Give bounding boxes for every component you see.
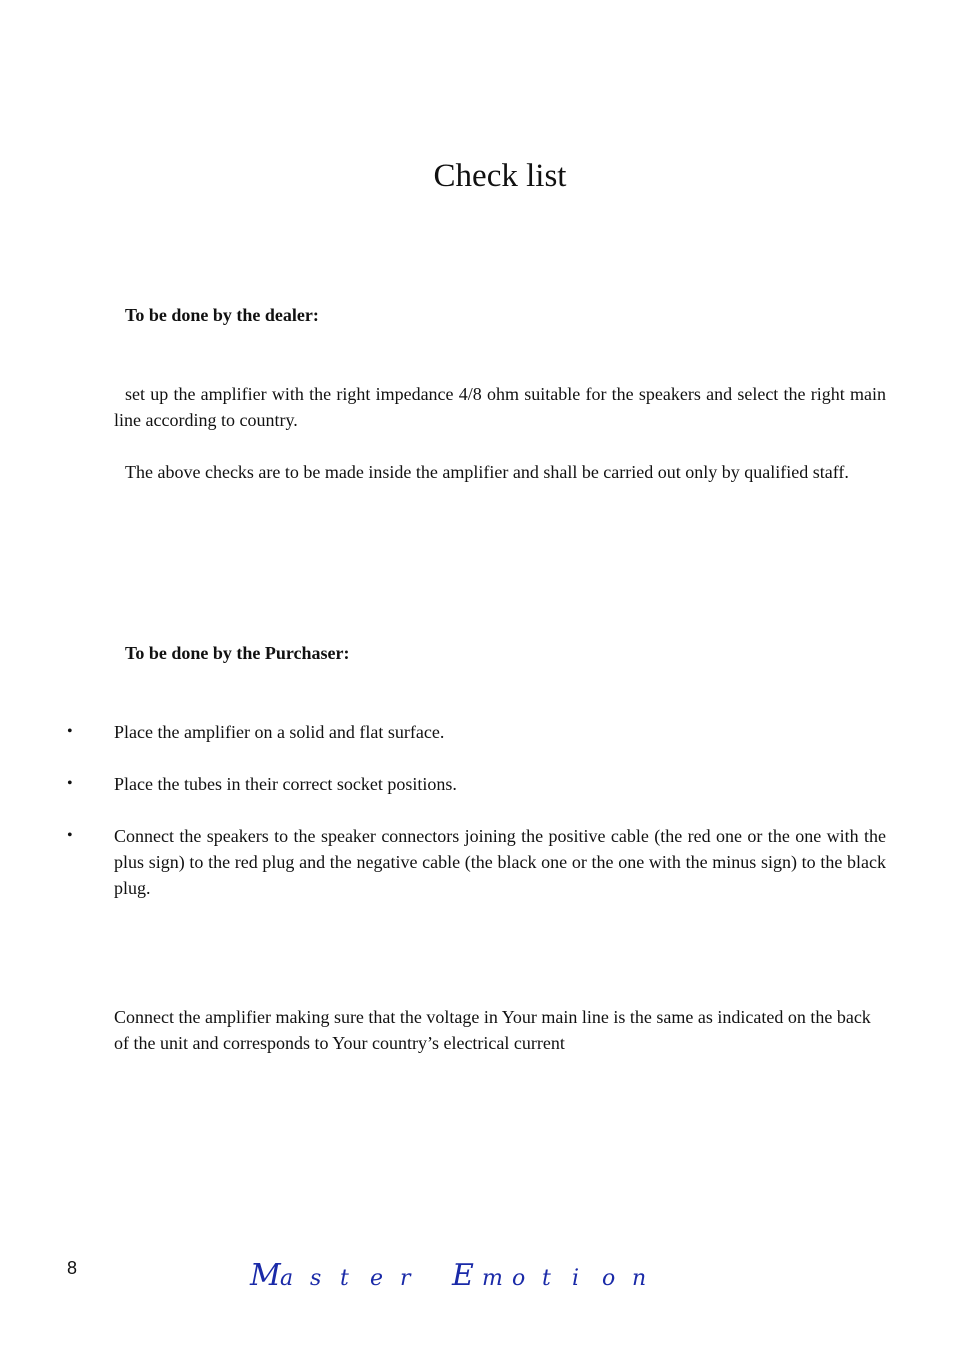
closing-paragraph: Connect the amplifier making sure that the voltage in Your main line is the same as indicated on the back of the unit and corresponds to Your country’s electrical current [114, 1007, 871, 1053]
list-item-text: Connect the speakers to the speaker connectors joining the positive cable (the red one or the one with the plus sign) to the red plug and the negative cable (the black one or the one with the minus sign) to the black plug. [114, 826, 886, 898]
page-title: Check list [433, 158, 567, 194]
logo-letter: M [250, 1258, 281, 1293]
page-number: 8 [67, 1258, 78, 1278]
logo-letter: r [400, 1266, 411, 1291]
logo-letter: a [280, 1266, 294, 1291]
logo-letter: i [572, 1266, 580, 1291]
logo-letter: E [452, 1258, 474, 1293]
list-item-text: Place the tubes in their correct socket positions. [114, 774, 457, 794]
list-item-text: Place the amplifier on a solid and flat surface. [114, 722, 445, 742]
bullet-icon: • [67, 723, 73, 740]
bullet-icon: • [67, 775, 73, 792]
logo-letter: t [340, 1266, 349, 1291]
logo-letter: s [310, 1266, 322, 1291]
bullet-icon: • [67, 827, 73, 844]
logo-letter: o [512, 1266, 526, 1291]
list-item [0, 719, 886, 745]
purchaser-checklist [0, 719, 954, 927]
logo-letter: t [542, 1266, 551, 1291]
list-item [0, 823, 886, 901]
logo-letter: m [482, 1266, 503, 1291]
logo-letter: n [632, 1266, 647, 1291]
purchaser-heading: To be done by the Purchaser: [125, 643, 350, 663]
dealer-heading: To be done by the dealer: [125, 305, 319, 325]
dealer-paragraph-qualified-staff: The above checks are to be made inside the amplifier and shall be carried out only by qualified staff. [125, 462, 849, 482]
brand-logo [250, 1258, 662, 1293]
list-item [0, 771, 886, 797]
logo-lettering [250, 1258, 662, 1293]
logo-letter: e [370, 1266, 384, 1291]
dealer-paragraph-setup: set up the amplifier with the right impedance 4/8 ohm suitable for the speakers and select the right main line according to country. [114, 384, 886, 430]
logo-letter: o [602, 1266, 616, 1291]
